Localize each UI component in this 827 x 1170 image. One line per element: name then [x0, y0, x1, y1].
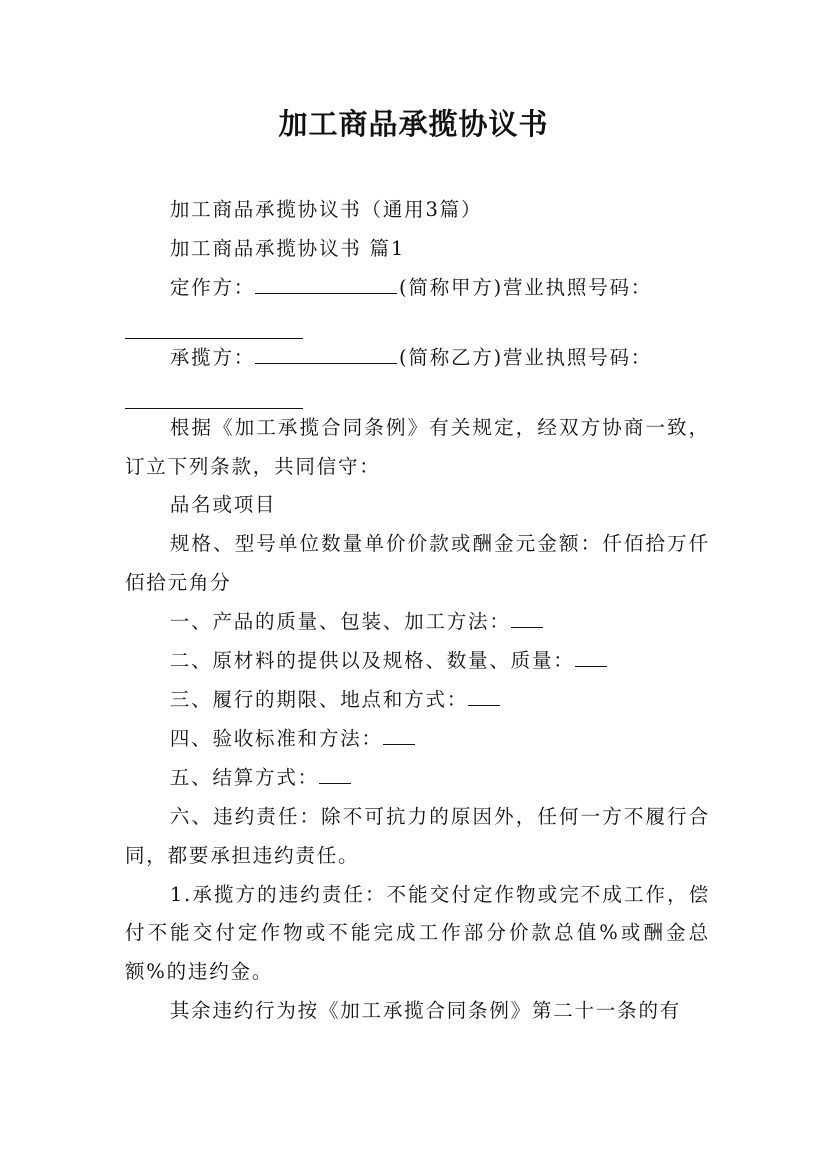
party-a-name-blank [255, 272, 397, 293]
party-a-suffix: (简称甲方)营业执照号码： [398, 275, 653, 299]
party-a-license-blank [125, 308, 303, 339]
other-breach-paragraph: 其余违约行为按《加工承揽合同条例》第二十一条的有 [169, 999, 682, 1023]
party-a-label: 定作方： [169, 275, 256, 299]
party-b-name-blank [255, 342, 397, 363]
clause-1-text: 一、产品的质量、包装、加工方法： [169, 610, 511, 634]
document-body [125, 191, 710, 1031]
clause-4-paragraph [125, 720, 710, 759]
clause-6-paragraph: 六、违约责任：除不可抗力的原因外，任何一方不履行合同，都要承担违约责任。 [125, 804, 710, 867]
clause-3-text: 三、履行的期限、地点和方式： [169, 687, 469, 711]
clause-3-blank [468, 685, 500, 706]
clause-5-blank [319, 762, 351, 783]
clause-2-blank [575, 646, 607, 667]
clause-2-text: 二、原材料的提供以及规格、数量、质量： [169, 649, 575, 673]
item-name-paragraph: 品名或项目 [169, 493, 277, 517]
clause-1-paragraph [125, 603, 710, 642]
subtitle-paragraph: 加工商品承揽协议书（通用3篇） [169, 198, 483, 221]
clause-4-text: 四、验收标准和方法： [169, 726, 383, 750]
party-b-label: 承揽方： [169, 345, 256, 369]
party-b-paragraph [125, 339, 710, 409]
clause-3-paragraph [125, 681, 710, 720]
document-title: 加工商品承揽协议书 [278, 107, 549, 141]
clause-1-blank [511, 607, 543, 628]
clause-4-blank [383, 723, 415, 744]
part-heading: 加工商品承揽协议书 篇1 [169, 236, 406, 260]
basis-paragraph: 根据《加工承揽合同条例》有关规定，经双方协商一致，订立下列条款，共同信守： [125, 415, 710, 478]
spec-paragraph: 规格、型号单位数量单价价款或酬金元金额：仟佰拾万仟佰拾元角分 [125, 532, 710, 595]
clause-6-1-paragraph: 1.承揽方的违约责任：不能交付定作物或完不成工作，偿付不能交付定作物或不能完成工作部分价款总值%或酬金总额%的违约金。 [125, 882, 710, 984]
clause-2-paragraph [125, 642, 710, 681]
party-a-paragraph [125, 269, 710, 339]
clause-5-text: 五、结算方式： [169, 765, 319, 789]
party-b-suffix: (简称乙方)营业执照号码： [398, 345, 653, 369]
party-b-license-blank [125, 378, 303, 409]
clause-5-paragraph [125, 759, 710, 798]
